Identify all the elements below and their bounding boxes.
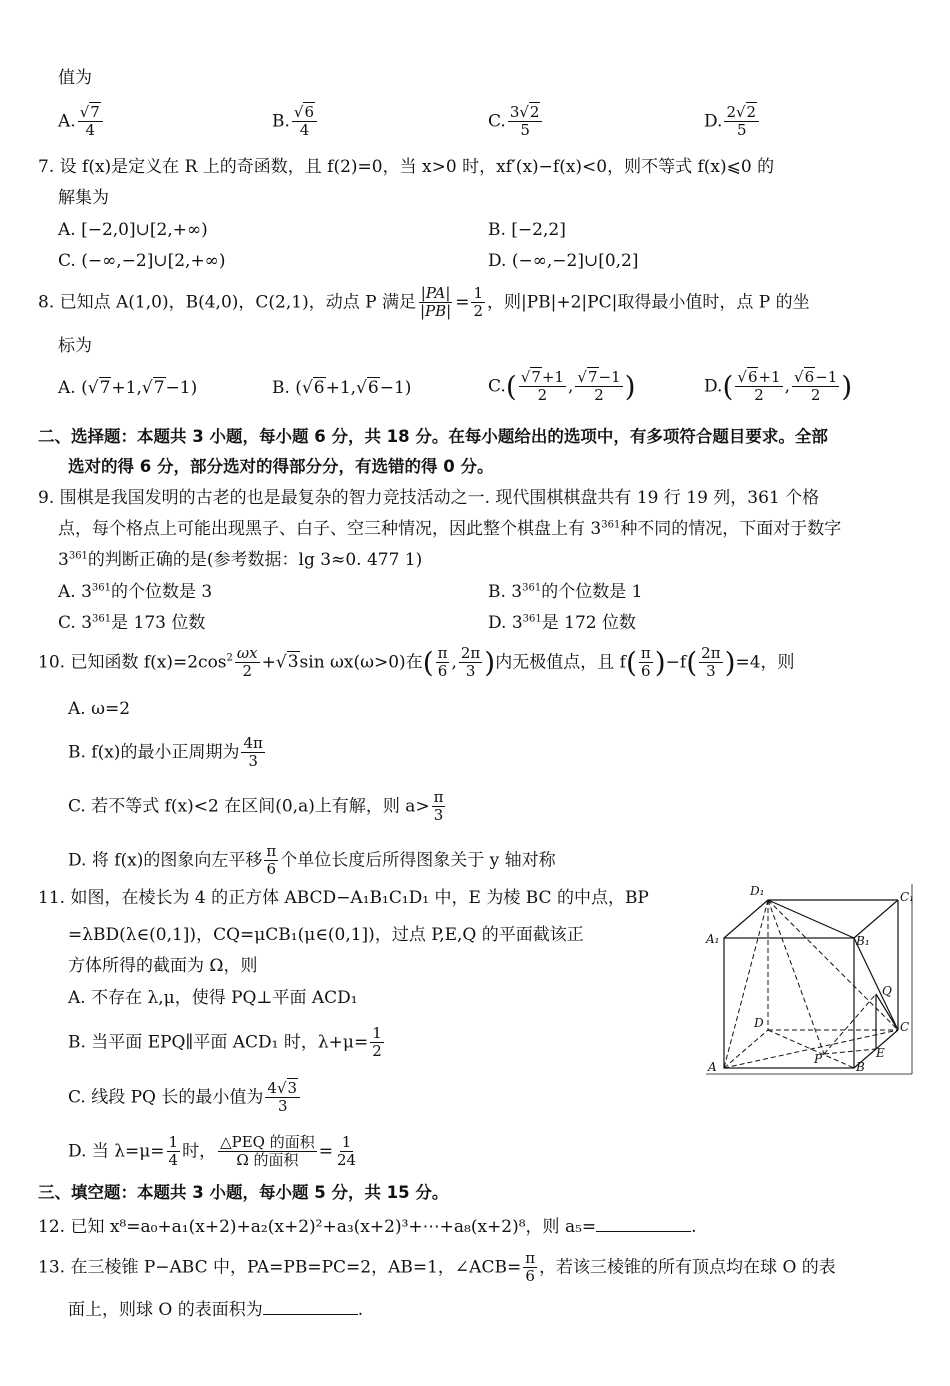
cube-diagram [706,884,918,1076]
section2-heading-line2: 选对的得 6 分，部分选对的得部分分，有选错的得 0 分。 [68,457,494,476]
q7-option-a: A. [−2,0]∪[2,+∞) [58,220,208,240]
q11-option-a: A. 不存在 λ,μ，使得 PQ⊥平面 ACD₁ [68,988,358,1008]
cube-figure [706,884,918,1076]
label-d1: D₁ [750,884,765,898]
q8-stem: 8. 已知点 A(1,0)，B(4,0)，C(2,1)，动点 P 满足 $\frac{|PA|}{|PB|}$ = $\frac{1}{2}$ ，则|PB|+2|PC|取得最小值时，点 P 的坐 [38,284,810,321]
q8-option-d: D.( $\frac{√6+1}{2}$ , $\frac{√6-1}{2}$ ) [704,368,853,405]
q13-answer-blank[interactable] [263,1298,358,1315]
q13-stem: 13. 在三棱锥 P−ABC 中，PA=PB=PC=2，AB=1，∠ACB= $\frac{\pi}{6}$ ，若该三棱锥的所有顶点均在球 O 的表 [38,1249,836,1286]
q6-option-d: D. $\frac{2√2}{5}$ [704,104,761,140]
q9-stem: 9. 围棋是我国发明的古老的也是最复杂的智力竞技活动之一. 现代围棋棋盘共有 19 行 19 列，361 个格 [38,488,820,508]
q9-option-c: C. $3^{361}$是 173 位数 [58,613,206,633]
q10-stem: 10. 已知函数 $f(x)=2\cos^2$ $\frac{\omega x}{2}$ +√3sin ωx(ω>0)在( $\frac{\pi}{6}$ , $\frac{2\pi}{3}$ )内无极值点，且 f( $\frac{\pi}{6}$ )−f( $\frac{2\pi}{3}$ )=4，则 [38,644,795,681]
q9-option-a: A. $3^{361}$的个位数是 3 [58,582,213,602]
q12-stem: 12. 已知 x⁸=a₀+a₁(x+2)+a₂(x+2)²+a₃(x+2)³+⋯+a₈(x+2)⁸，则 a₅= . [38,1217,697,1237]
label-p: P [814,1052,823,1066]
label-q: Q [882,984,892,998]
label-a1: A₁ [706,932,720,946]
q11-stem-line3: 方体所得的截面为 Ω，则 [68,956,258,976]
q6-option-b: B. $\frac{√6}{4}$ [272,104,319,140]
label-b: B [856,1060,865,1074]
label-e: E [876,1046,885,1060]
q7-option-c: C. (−∞,−2]∪[2,+∞) [58,251,226,271]
q6-option-c: C. $\frac{3√2}{5}$ [488,104,544,140]
label-d: D [754,1016,764,1030]
q8-option-b: B. (√6+1,√6−1) [272,378,412,398]
q11-option-d: D. 当 λ=μ= $\frac{1}{4}$ 时， △PEQ 的面积 Ω 的面积 = $\frac{1}{24}$ [68,1133,357,1170]
label-c1: C₁ [900,890,914,904]
label-a: A [708,1060,717,1074]
q6-tail: 值为 [58,68,92,88]
q6-option-a: A. $\frac{√7}{4}$ [58,104,105,140]
label-b1: B₁ [856,934,870,948]
q7-stem-line2: 解集为 [58,188,109,208]
q10-option-c: C. 若不等式 f(x)<2 在区间(0,a)上有解，则 a> $\frac{\pi}{3}$ [68,788,444,825]
q8-option-a: A. (√7+1,√7−1) [58,378,198,398]
q11-option-b: B. 当平面 EPQ∥平面 ACD₁ 时，λ+μ= $\frac{1}{2}$ [68,1024,382,1061]
q10-option-a: A. ω=2 [68,699,131,719]
section2-heading: 二、选择题：本题共 3 小题，每小题 6 分，共 18 分。在每小题给出的选项中，有多项符合题目要求。全部 [38,427,828,446]
q8-stem-line2: 标为 [58,336,92,356]
q7-stem: 7. 设 f(x)是定义在 R 上的奇函数，且 f(2)=0，当 x>0 时，xf′(x)−f(x)<0，则不等式 f(x)⩽0 的 [38,157,775,177]
q9-stem-line2: 点，每个格点上可能出现黑子、白子、空三种情况，因此整个棋盘上有 $3^{361}$种不同的情况，下面对于数字 [58,519,842,539]
label-c: C [900,1020,910,1034]
section3-heading: 三、填空题：本题共 3 小题，每小题 5 分，共 15 分。 [38,1183,449,1202]
q9-option-d: D. $3^{361}$是 172 位数 [488,613,637,633]
q7-option-d: D. (−∞,−2]∪[0,2] [488,251,639,271]
q11-stem: 11. 如图，在棱长为 4 的正方体 ABCD−A₁B₁C₁D₁ 中，E 为棱 BC 的中点，BP [38,888,649,908]
q12-answer-blank[interactable] [596,1215,691,1232]
q13-stem-line2: 面上，则球 O 的表面积为 . [68,1300,364,1320]
q9-option-b: B. $3^{361}$的个位数是 1 [488,582,643,602]
q8-option-c: C.( $\frac{√7+1}{2}$ , $\frac{√7-1}{2}$ ) [488,368,636,405]
q9-stem-line3: $3^{361}$的判断正确的是(参考数据：lg 3≈0. 477 1) [58,550,423,570]
q10-option-d: D. 将 f(x)的图象向左平移 $\frac{\pi}{6}$ 个单位长度后所得图象关于 y 轴对称 [68,842,556,879]
q7-option-b: B. [−2,2] [488,220,566,240]
q11-option-c: C. 线段 PQ 长的最小值为 $\frac{4√3}{3}$ [68,1080,302,1116]
q11-stem-line2: =λBD(λ∈(0,1])，CQ=μCB₁(μ∈(0,1])，过点 P,E,Q 的平面截该正 [68,925,584,945]
q10-option-b: B. f(x)的最小正周期为 $\frac{4\pi}{3}$ [68,734,263,771]
